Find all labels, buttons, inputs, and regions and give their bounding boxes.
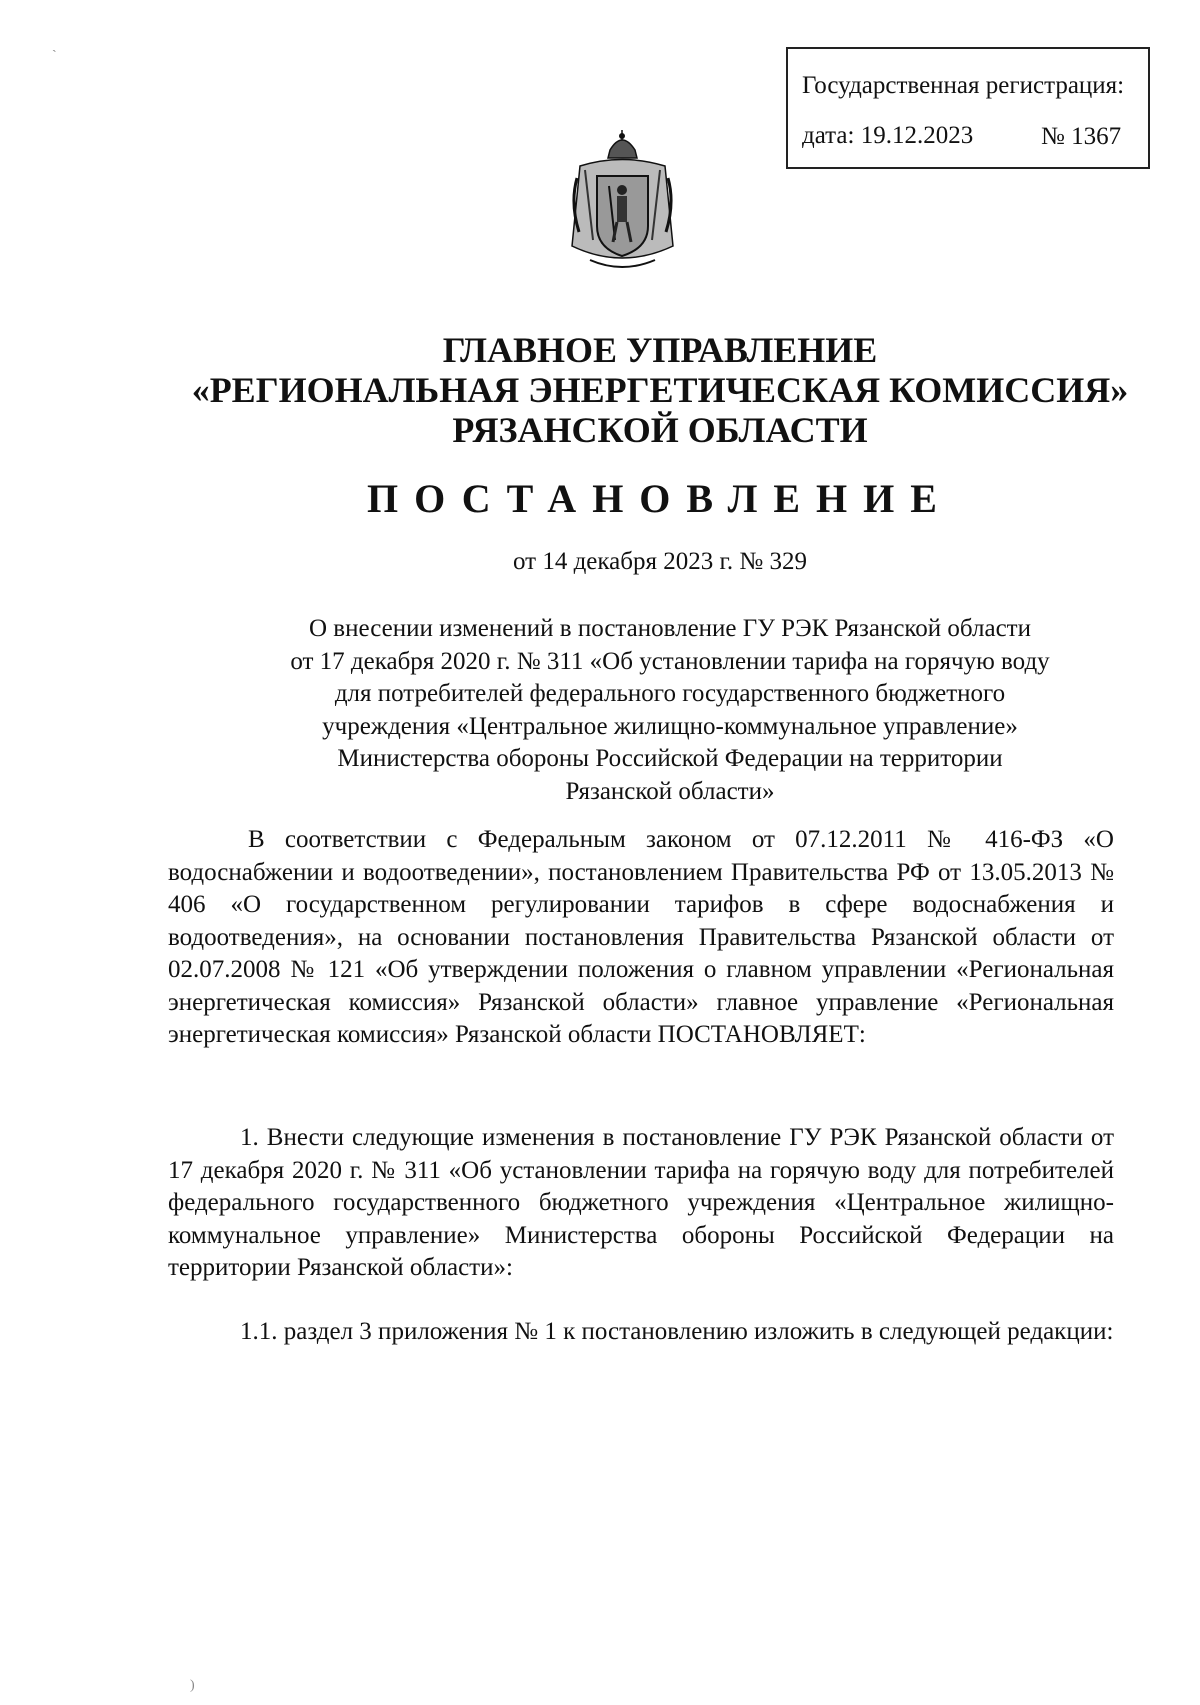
document-type: ПОСТАНОВЛЕНИЕ bbox=[367, 476, 953, 521]
ryazan-coat-of-arms-icon bbox=[565, 128, 680, 278]
heading-line-3: РЯЗАНСКОЙ ОБЛАСТИ bbox=[452, 410, 868, 450]
authority-heading bbox=[100, 330, 1200, 450]
document-subject bbox=[170, 613, 1170, 808]
subject-line: Рязанской области» bbox=[565, 777, 775, 805]
subject-line: от 17 декабря 2020 г. № 311 «Об установлении тарифа на горячую воду bbox=[290, 647, 1050, 675]
preamble-paragraph: В соответствии с Федеральным законом от 07.12.2011 № 416-ФЗ «О водоснабжении и водоотведении», постановлением Правительства РФ от 13.05.2013 № 406 «О государственном регулировании тарифов в сфере водоснабжения и водоотведения», на основании постановления Правительства Рязанской области от 02.07.2008 № 121 «Об утверждении положения о главном управлении «Региональная энергетическая комиссия» Рязанской области» главное управление «Региональная энергетическая комиссия» Рязанской области ПОСТАНОВЛЯЕТ: bbox=[168, 826, 1114, 1048]
heading-line-2: «РЕГИОНАЛЬНАЯ ЭНЕРГЕТИЧЕСКАЯ КОМИССИЯ» bbox=[191, 370, 1129, 410]
registration-date: дата: 19.12.2023 bbox=[802, 122, 974, 149]
item-1-1-paragraph: 1.1. раздел 3 приложения № 1 к постановлению изложить в следующей редакции: bbox=[240, 1318, 1114, 1345]
heading-line-1: ГЛАВНОЕ УПРАВЛЕНИЕ bbox=[442, 330, 878, 370]
document-date: от 14 декабря 2023 г. № 329 bbox=[512, 548, 808, 575]
subject-line: О внесении изменений в постановление ГУ РЭК Рязанской области bbox=[309, 615, 1031, 642]
scan-speck: ˏ bbox=[52, 38, 57, 53]
item-1-paragraph: 1. Внести следующие изменения в постановление ГУ РЭК Рязанской области от 17 декабря 2020 г. № 311 «Об установлении тарифа на горячую воду для потребителей федерального государственного бюджетного учреждения «Центральное жилищно-коммунальное управление» Министерства обороны Российской Федерации на территории Рязанской области»: bbox=[168, 1124, 1114, 1281]
subject-line: учреждения «Центральное жилищно-коммунальное управление» bbox=[322, 712, 1018, 740]
registration-title: Государственная регистрация: bbox=[802, 72, 1125, 99]
subject-line: Министерства обороны Российской Федерации на территории bbox=[337, 745, 1003, 772]
registration-stamp bbox=[786, 47, 1150, 169]
scan-speck: ) bbox=[190, 1678, 195, 1693]
registration-number: № 1367 bbox=[1041, 123, 1122, 150]
subject-line: для потребителей федерального государственного бюджетного bbox=[334, 680, 1006, 707]
